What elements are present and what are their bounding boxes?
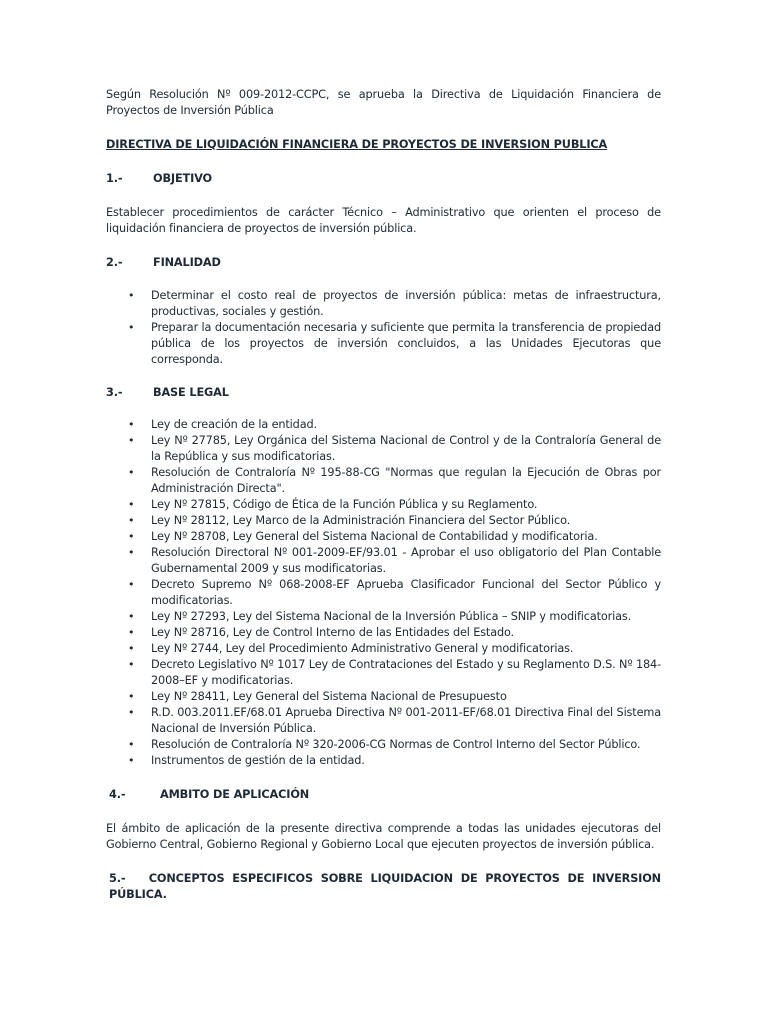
- list-item: [106, 529, 661, 545]
- list-item-text: Ley Nº 28411, Ley General del Sistema Nacional de Presupuesto: [151, 690, 507, 703]
- bullet-icon: •: [128, 321, 135, 334]
- document-title: DIRECTIVA DE LIQUIDACIÓN FINANCIERA DE PROYECTOS DE INVERSION PUBLICA: [106, 138, 608, 151]
- document-page: [106, 87, 661, 903]
- list-item: [106, 288, 661, 320]
- list-item-text: Decreto Supremo Nº 068-2008-EF Aprueba Clasificador Funcional del Sector Público y modificatorias.: [151, 578, 661, 607]
- bullet-icon: •: [128, 418, 135, 431]
- base-legal-list: [106, 417, 661, 769]
- section-title: AMBITO DE APLICACIÓN: [160, 788, 310, 801]
- bullet-icon: •: [128, 546, 135, 559]
- list-item: [106, 753, 661, 769]
- bullet-icon: •: [128, 706, 135, 719]
- list-item-text: Resolución Directoral Nº 001-2009-EF/93.01 - Aprobar el uso obligatorio del Plan Contable Gubernamental 2009 y sus modificatorias.: [151, 546, 661, 575]
- list-item: [106, 705, 661, 737]
- list-item: [106, 465, 661, 497]
- list-item-text: Instrumentos de gestión de la entidad.: [151, 754, 365, 767]
- section-3-heading: [106, 385, 661, 401]
- list-item: [106, 577, 661, 609]
- bullet-icon: •: [128, 578, 135, 591]
- list-item-text: Resolución de Contraloría Nº 195-88-CG "Normas que regulan la Ejecución de Obras por Administración Directa".: [151, 466, 661, 495]
- intro-paragraph: Según Resolución Nº 009-2012-CCPC, se aprueba la Directiva de Liquidación Financiera de Proyectos de Inversión Pública: [106, 88, 661, 117]
- list-item-text: Ley Nº 27785, Ley Orgánica del Sistema Nacional de Control y de la Contraloría General de la República y sus modificatorias.: [151, 434, 661, 463]
- section-number: 2.-: [106, 256, 123, 269]
- list-item: [106, 433, 661, 465]
- section-1-text: Establecer procedimientos de carácter Técnico – Administrativo que orienten el proceso de liquidación financiera de proyectos de inversión pública.: [106, 206, 661, 235]
- list-item: [106, 417, 661, 433]
- list-item: [106, 320, 661, 368]
- list-item-text: Ley Nº 27815, Código de Ética de la Función Pública y su Reglamento.: [151, 498, 538, 511]
- list-item: [106, 689, 661, 705]
- section-title: BASE LEGAL: [153, 386, 229, 399]
- bullet-icon: •: [128, 610, 135, 623]
- section-number: 3.-: [106, 386, 123, 399]
- finalidad-list: [106, 288, 661, 368]
- list-item: [106, 625, 661, 641]
- list-item: [106, 545, 661, 577]
- bullet-icon: •: [128, 289, 135, 302]
- section-title: OBJETIVO: [153, 172, 212, 185]
- list-item-text: Ley Nº 2744, Ley del Procedimiento Administrativo General y modificatorias.: [151, 642, 574, 655]
- section-2-heading: [106, 255, 661, 271]
- list-item: [106, 657, 661, 689]
- list-item-text: Ley Nº 28716, Ley de Control Interno de las Entidades del Estado.: [151, 626, 515, 639]
- section-number: 4.-: [109, 788, 126, 801]
- bullet-icon: •: [128, 642, 135, 655]
- bullet-icon: •: [128, 514, 135, 527]
- section-number: 1.-: [106, 172, 123, 185]
- list-item-text: R.D. 003.2011.EF/68.01 Aprueba Directiva Nº 001-2011-EF/68.01 Directiva Final del Sistema Nacional de Inversión Pública.: [151, 706, 661, 735]
- list-item-text: Ley Nº 28112, Ley Marco de la Administración Financiera del Sector Público.: [151, 514, 571, 527]
- list-item-text: Ley Nº 28708, Ley General del Sistema Nacional de Contabilidad y modificatoria.: [151, 530, 598, 543]
- bullet-icon: •: [128, 738, 135, 751]
- list-item: [106, 497, 661, 513]
- section-title: FINALIDAD: [153, 256, 221, 269]
- list-item: [106, 641, 661, 657]
- bullet-icon: •: [128, 530, 135, 543]
- bullet-icon: •: [128, 690, 135, 703]
- bullet-icon: •: [128, 498, 135, 511]
- list-item-text: Decreto Legislativo Nº 1017 Ley de Contrataciones del Estado y su Reglamento D.S. Nº 184-2008–EF y modificatorias.: [151, 658, 661, 687]
- list-item-text: Preparar la documentación necesaria y suficiente que permita la transferencia de propiedad pública de los proyectos de inversión concluidos, a las Unidades Ejecutoras que corresponda.: [151, 321, 661, 366]
- list-item-text: Resolución de Contraloría Nº 320-2006-CG Normas de Control Interno del Sector Público.: [151, 738, 641, 751]
- bullet-icon: •: [128, 658, 135, 671]
- list-item-text: Ley Nº 27293, Ley del Sistema Nacional de la Inversión Pública – SNIP y modificatorias.: [151, 610, 632, 623]
- bullet-icon: •: [128, 626, 135, 639]
- section-5-heading: [106, 871, 661, 903]
- section-number: 5.-: [109, 872, 126, 885]
- list-item: [106, 513, 661, 529]
- bullet-icon: •: [128, 434, 135, 447]
- list-item-text: Determinar el costo real de proyectos de inversión pública: metas de infraestructura, productivas, sociales y gestión.: [151, 289, 661, 318]
- section-4-heading: [106, 787, 661, 803]
- list-item: [106, 609, 661, 625]
- bullet-icon: •: [128, 466, 135, 479]
- section-title: CONCEPTOS ESPECIFICOS SOBRE LIQUIDACION DE PROYECTOS DE INVERSION PÚBLICA.: [109, 872, 661, 901]
- list-item-text: Ley de creación de la entidad.: [151, 418, 317, 431]
- list-item: [106, 737, 661, 753]
- section-1-heading: [106, 171, 661, 187]
- bullet-icon: •: [128, 754, 135, 767]
- section-4-text: El ámbito de aplicación de la presente directiva comprende a todas las unidades ejecutoras del Gobierno Central, Gobierno Regional y Gobierno Local que ejecuten proyectos de inversión pública.: [106, 822, 661, 851]
